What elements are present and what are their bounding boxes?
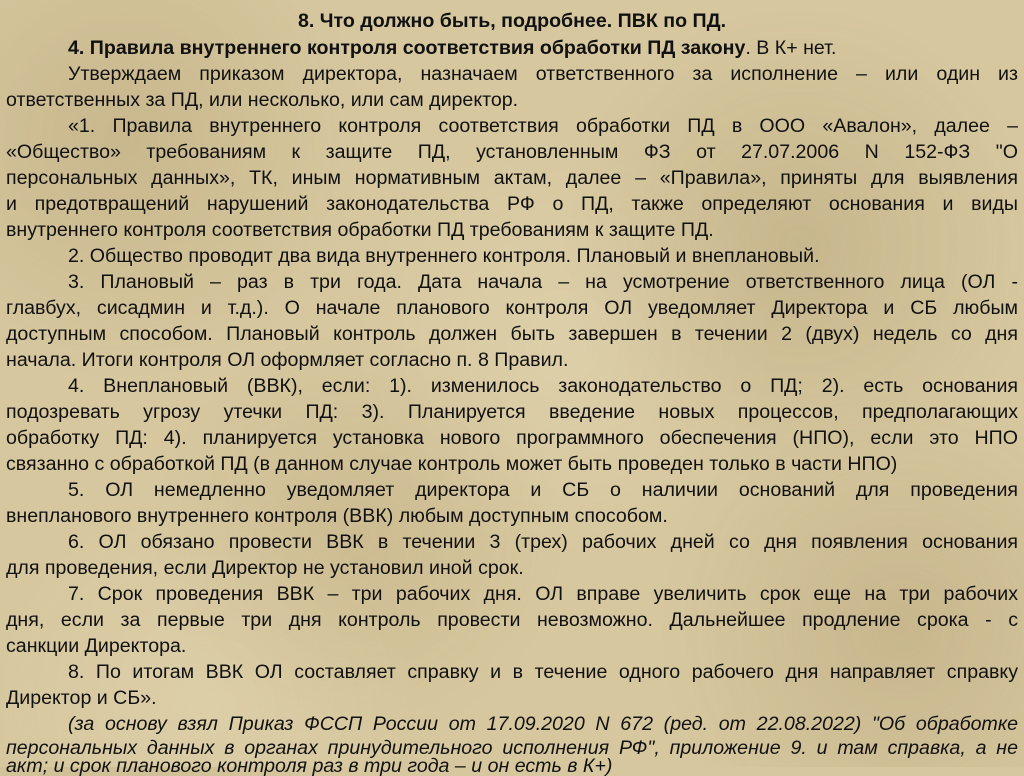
paragraph-line xyxy=(6,555,1018,581)
line-text: 7. Срок проведения ВВК – три рабочих дня. ОЛ вправе увеличить срок еще на три рабочих xyxy=(68,583,1018,605)
line-text: , приложение 9. и там справка, а не xyxy=(654,737,1018,759)
line-text: персональных данных», ТК, иным нормативным актам, далее – «Правила», приняты для выявления xyxy=(6,167,1018,189)
paragraph-line xyxy=(6,477,1018,503)
paragraph-line xyxy=(6,425,1018,451)
line-text: главбух, сисадмин и т.д.). О начале планового контроля ОЛ уведомляет Директора и СБ любым xyxy=(6,297,1018,319)
section-heading-bold: 4. Правила внутреннего контроля соответствия обработки ПД закону xyxy=(68,37,746,59)
paragraph-line xyxy=(6,87,1018,113)
line-text: «Общество» требованиям к защите ПД, установленным ФЗ от 27.07.2006 N 152-ФЗ "О xyxy=(6,141,1018,163)
paragraph-line xyxy=(6,165,1018,191)
paragraph-line xyxy=(6,503,1018,529)
line-text: 4. Внеплановый (ВВК), если: 1). изменилось законодательство о ПД; 2). есть основания xyxy=(68,375,1018,397)
paragraph-line xyxy=(6,243,1018,269)
line-text: санкции Директора. xyxy=(6,635,187,657)
paragraph-line xyxy=(6,61,1018,87)
slide-text-body xyxy=(6,4,1018,776)
line-text: для проведения, если Директор не установил иной срок. xyxy=(6,557,524,579)
paragraph-line xyxy=(6,139,1018,165)
line-text: Утверждаем приказом директора, назначаем ответственного за исполнение – или один из xyxy=(68,63,1018,85)
line-text: внутреннего контроля соответствия обработки ПД требованиям к защите ПД. xyxy=(6,219,714,241)
line-text: подозревать угрозу утечки ПД: 3). Планируется введение новых процессов, предполагающих xyxy=(6,401,1018,423)
source-note-line xyxy=(6,711,1018,737)
paragraph-line xyxy=(6,191,1018,217)
paragraph-line xyxy=(6,399,1018,425)
line-text: ответственных за ПД, или несколько, или сам директор. xyxy=(6,89,519,111)
paragraph-line xyxy=(6,347,1018,373)
paragraph-line xyxy=(6,529,1018,555)
line-text: и предотвращений нарушений законодательства РФ о ПД, также определяют основания и виды xyxy=(6,193,1018,215)
slide-title xyxy=(6,8,1018,34)
paragraph-line xyxy=(6,685,1018,711)
paragraph-line xyxy=(6,451,1018,477)
line-text: 5. ОЛ немедленно уведомляет директора и СБ о наличии оснований для проведения xyxy=(68,479,1018,501)
line-text: 3. Плановый – раз в три года. Дата начала – на усмотрение ответственного лица (ОЛ - xyxy=(68,271,1018,293)
paragraph-line xyxy=(6,269,1018,295)
line-text: дня, если за первые три дня контроль провести невозможно. Дальнейшее продление срока - с xyxy=(6,609,1018,631)
line-text: обработку ПД: 4). планируется установка нового программного обеспечения (НПО), если это НПО xyxy=(6,427,1018,449)
line-text: 8. По итогам ВВК ОЛ составляет справку и в течение одного рабочего дня направляет справку xyxy=(68,661,1018,683)
line-text: персональных данных в органах принудительного исполнения РФ" xyxy=(6,737,655,759)
paragraph-line xyxy=(6,607,1018,633)
line-text: связанно с обработкой ПД (в данном случае контроль может быть проведен только в части НПО) xyxy=(6,453,898,475)
line-text: (за основу взял Приказ ФССП России от 17.09.2020 N 672 (ред. от 22.08.2022) "Об обработке xyxy=(68,713,1018,735)
paragraph-line xyxy=(6,217,1018,243)
line-text: Директор и СБ». xyxy=(6,687,157,709)
line-text: акт; и срок планового контроля раз в три года – и он есть в К+) xyxy=(6,756,613,776)
paragraph-line xyxy=(6,633,1018,659)
paragraph-line xyxy=(6,581,1018,607)
paragraph-line xyxy=(6,113,1018,139)
line-text: доступным способом. Плановый контроль должен быть завершен в течении 2 (двух) недель со дня xyxy=(6,323,1018,345)
paragraph-line xyxy=(6,659,1018,685)
source-note-line xyxy=(6,756,1018,776)
title-text: 8. Что должно быть, подробнее. ПВК по ПД. xyxy=(297,10,727,32)
paragraph-line xyxy=(6,321,1018,347)
line-text: «1. Правила внутреннего контроля соответствия обработки ПД в ООО «Авалон», далее – xyxy=(68,115,1018,137)
line-text: внепланового внутреннего контроля (ВВК) любым доступным способом. xyxy=(6,505,668,527)
paragraph-line xyxy=(6,295,1018,321)
line-text: начала. Итоги контроля ОЛ оформляет согласно п. 8 Правил. xyxy=(6,349,569,371)
paragraph-line xyxy=(6,373,1018,399)
line-text: 6. ОЛ обязано провести ВВК в течении 3 (трех) рабочих дней со дня появления основания xyxy=(68,531,1018,553)
line-text: 2. Общество проводит два вида внутреннего контроля. Плановый и внеплановый. xyxy=(68,245,820,267)
section-heading-note: . В К+ нет. xyxy=(745,37,837,59)
section-heading xyxy=(6,35,1018,61)
